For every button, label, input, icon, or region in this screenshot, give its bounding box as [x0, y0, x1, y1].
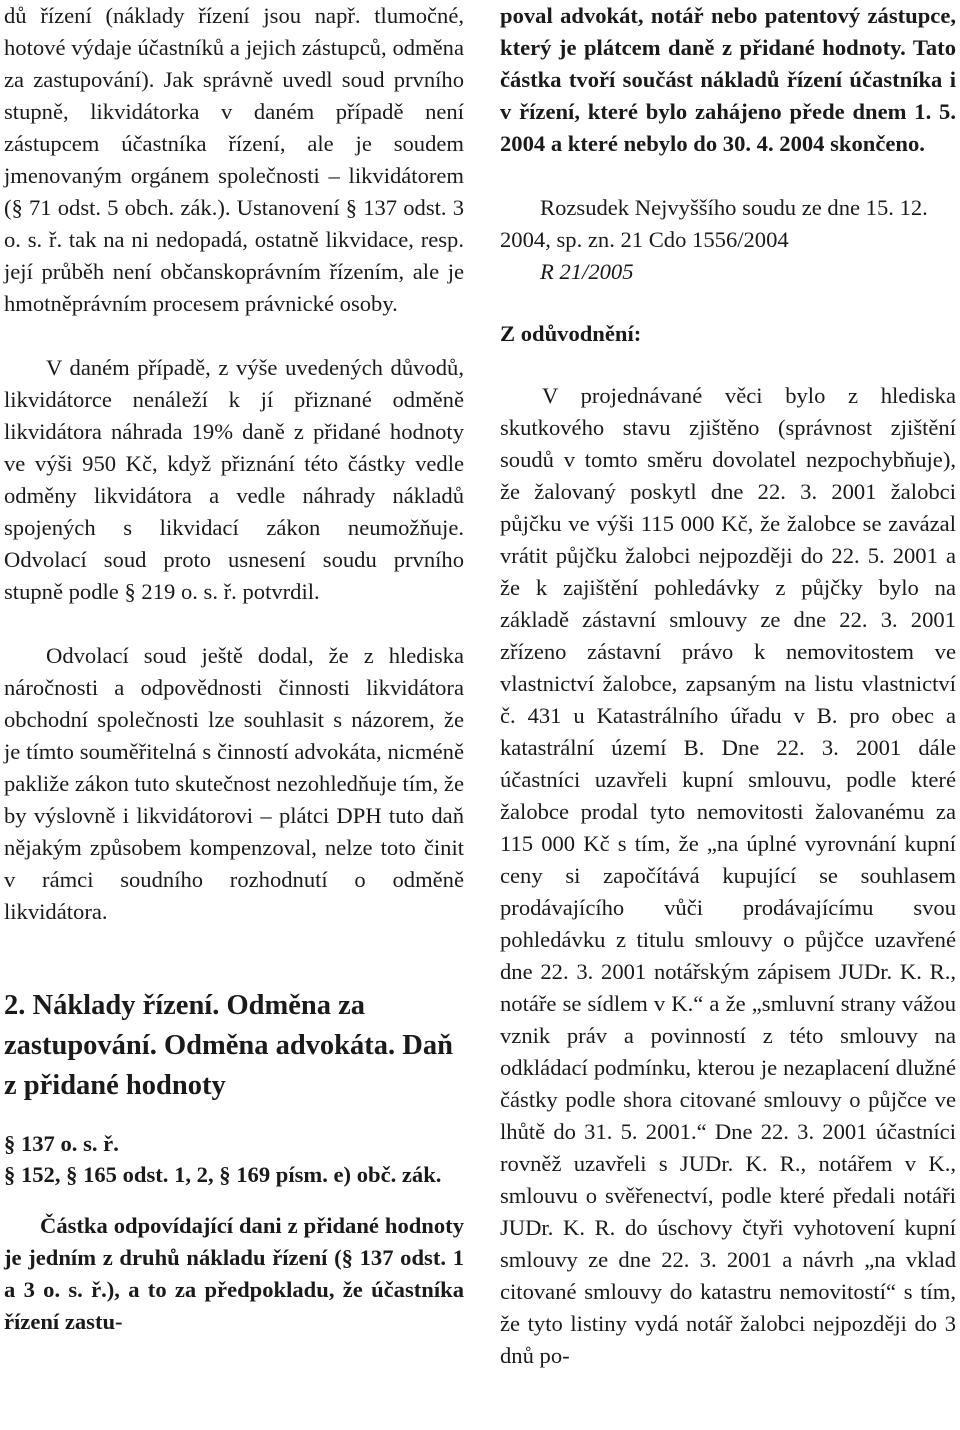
court-citation: [500, 192, 956, 288]
section-heading: 2. Náklady řízení. Odměna za zastupování. Odměna advokáta. Daň z přidané hodnoty: [4, 990, 453, 1101]
right-column: [500, 0, 956, 1372]
citation-reference: R 21/2005: [540, 259, 634, 284]
legal-summary-start: Částka odpovídající dani z přidané hodnoty je jedním z druhů nákladu řízení (§ 137 odst. 1 a 3 o. s. ř.), a to za předpokladu, že účastníka řízení zastu-: [4, 1213, 464, 1334]
paragraph-decision: V daném případě, z výše uvedených důvodů, likvidátorce nenáleží k jí přiznané odměně likvidátora náhrada 19% daně z přidané hodnoty ve výši 950 Kč, když přiznání této částky vedle odměny likvidátora a vedle náhrady nákladů spojených s likvidací zákon neumožňuje. Odvolací soud proto usnesení soudu prvního stupně podle § 219 o. s. ř. potvrdil.: [4, 355, 464, 604]
legal-summary-end: poval advokát, notář nebo patentový zástupce, který je plátcem daně z přidané hodnoty. Tato částka tvoří součást nákladů řízení účastníka i v řízení, které bylo zahájeno přede dnem 1. 5. 2004 a které nebylo do 30. 4. 2004 skončeno.: [500, 3, 956, 156]
paragraph-appeal-note: Odvolací soud ještě dodal, že z hlediska náročnosti a odpovědnosti činnosti likvidátora obchodní společnosti lze souhlasit s názorem, že je tímto souměřitelná s činností advokáta, nicméně pakliže zákon tuto skutečnost nezohledňuje tím, že by výslovně i likvidátorovi – plátci DPH tuto daň nějakým způsobem kompenzoval, nelze toto činit v rámci soudního rozhodnutí o odměně likvidátora.: [4, 643, 464, 924]
citation-text: Rozsudek Nejvyššího soudu ze dne 15. 12. 2004, sp. zn. 21 Cdo 1556/2004: [500, 195, 928, 252]
left-column: [4, 0, 464, 1338]
paragraph-facts: V projednávané věci bylo z hlediska skutkového stavu zjištěno (správnost zjištění soudů v tomto směru dovolatel nezpochybňuje), že žalovaný poskytl dne 22. 3. 2001 žalobci půjčku ve výši 115 000 Kč, že žalobce se zavázal vrátit půjčku žalobci nejpozději do 22. 5. 2001 a že k zajištění pohledávky z půjčky bylo na základě zástavní smlouvy ze dne 22. 3. 2001 zřízeno zástavní právo k nemovitostem ve vlastnictví žalobce, zapsaným na listu vlastnictví č. 431 u Katastrálního úřadu v B. pro obec a katastrální území B. Dne 22. 3. 2001 dále účastníci uzavřeli kupní smlouvu, podle které žalobce prodal tyto nemovitosti žalovanému za 115 000 Kč s tím, že „na úplné vyrovnání kupní ceny si započítává kupující se souhlasem prodávajícího vůči prodávajícímu svou pohledávku z titulu smlouvy o půjčce uzavřené dne 22. 3. 2001 notářským zápisem JUDr. K. R., notáře se sídlem v K.“ a že „smluvní strany vážou vznik práv a povinností z této smlouvy na odkládací podmínku, kterou je nezaplacení dlužné částky podle shora citované smlouvy o půjčce ve lhůtě do 31. 5. 2001.“ Dne 22. 3. 2001 účastníci rovněž uzavřeli s JUDr. K. R., notářem v K., smlouvu o svěřenectví, podle které předali notáři JUDr. K. R. do úschovy čtyři vyhotovení kupní smlouvy ze dne 22. 3. 2001 a návrh „na vklad citované smlouvy do katastru nemovitostí“ s tím, že tyto listiny vydá notář žalobci nejpozději do 3 dnů po-: [500, 383, 956, 1368]
reasoning-heading: Z odůvodnění:: [500, 321, 642, 346]
legal-references: [4, 1128, 464, 1190]
paragraph-continued: dů řízení (náklady řízení jsou např. tlumočné, hotové výdaje účastníků a jejich zástupců, odměna za zastupování). Jak správně uvedl soud prvního stupně, likvidátorka v daném případě není zástupcem účastníka řízení, ale je soudem jmenovaným orgánem společnosti – likvidátorem (§ 71 odst. 5 obch. zák.). Ustanovení § 137 odst. 3 o. s. ř. tak na ni nedopadá, ostatně likvidace, resp. její průběh není občanskoprávním řízením, ale je hmotněprávním procesem právnické osoby.: [4, 3, 464, 316]
legal-reference: § 152, § 165 odst. 1, 2, § 169 písm. e) obč. zák.: [4, 1162, 442, 1187]
legal-reference: § 137 o. s. ř.: [4, 1131, 119, 1156]
